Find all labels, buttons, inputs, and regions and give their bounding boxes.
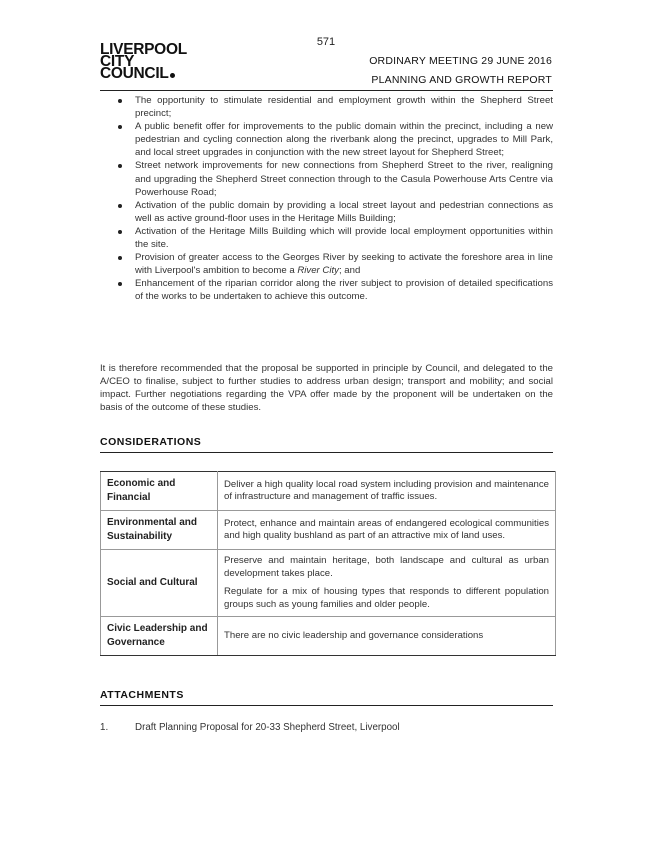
- header-divider: [100, 90, 553, 91]
- bullet-icon: [118, 230, 122, 234]
- bullet-icon: [118, 125, 122, 129]
- logo-line-3: COUNCIL: [100, 68, 210, 80]
- list-item: Enhancement of the riparian corridor along the river subject to provision of detailed specifications of the works to be undertaken to achieve this outcome.: [100, 277, 553, 303]
- logo-line-2: CITY: [100, 53, 135, 70]
- logo-dot-icon: [170, 73, 175, 78]
- considerations-heading: CONSIDERATIONS: [100, 436, 553, 453]
- page-number: 571: [316, 36, 336, 48]
- row-label: Civic Leadership and Governance: [101, 617, 218, 656]
- attachment-number: 1.: [100, 722, 109, 733]
- bullet-icon: [118, 204, 122, 208]
- table-row: [101, 511, 556, 550]
- table-row: [101, 472, 556, 511]
- attachment-item: [100, 722, 400, 733]
- row-description: Preserve and maintain heritage, both landscape and cultural as urban development takes place. Regulate for a mix of housing types that responds to different population groups such as young families and older people.: [218, 550, 556, 617]
- attachment-title: Draft Planning Proposal for 20-33 Shepherd Street, Liverpool: [135, 722, 400, 733]
- row-description: Deliver a high quality local road system including provision and maintenance of infrastructure and management of traffic issues.: [218, 472, 556, 511]
- list-item: Provision of greater access to the Georges River by seeking to activate the foreshore area in line with Liverpool's ambition to become a River City; and: [100, 251, 553, 277]
- logo-line-1: LIVERPOOL: [100, 41, 187, 58]
- meeting-title: ORDINARY MEETING 29 JUNE 2016: [369, 55, 552, 67]
- bullet-icon: [118, 256, 122, 260]
- proposal-benefits-list: [100, 94, 553, 304]
- list-item: Activation of the Heritage Mills Building which will provide local employment opportunities within the site.: [100, 225, 553, 251]
- table-row: [101, 617, 556, 656]
- row-label: Environmental and Sustainability: [101, 511, 218, 550]
- list-item: Street network improvements for new connections from Shepherd Street to the river, realigning and upgrading the Shepherd Street connection through to the Casula Powerhouse Arts Centre via Powerhouse Road;: [100, 159, 553, 198]
- row-description: There are no civic leadership and governance considerations: [218, 617, 556, 656]
- table-row: [101, 550, 556, 617]
- row-label: Social and Cultural: [101, 550, 218, 617]
- row-label: Economic and Financial: [101, 472, 218, 511]
- considerations-table: [100, 471, 556, 656]
- council-logo: [100, 41, 210, 82]
- river-city-emphasis: River City: [297, 265, 339, 277]
- list-item: The opportunity to stimulate residential and employment growth within the Shepherd Street precinct;: [100, 94, 553, 120]
- report-title: PLANNING AND GROWTH REPORT: [371, 74, 552, 86]
- bullet-icon: [118, 99, 122, 103]
- bullet-icon: [118, 282, 122, 286]
- recommendation-paragraph: It is therefore recommended that the proposal be supported in principle by Council, and delegated to the A/CEO to finalise, subject to further studies to address urban design; transport and mobility; and social impact. Further negotiations regarding the VPA offer made by the proponent will be undertaken on the basis of the outcome of these studies.: [100, 363, 553, 414]
- row-description: Protect, enhance and maintain areas of endangered ecological communities and high quality bushland as part of an attractive mix of land uses.: [218, 511, 556, 550]
- list-item: A public benefit offer for improvements to the public domain within the precinct, including a new pedestrian and cycling connection along the riverbank along the precinct, upgrades to Mill Park, and local street upgrades in conjunction with the new street layout for Shepherd Street;: [100, 120, 553, 159]
- attachments-heading: ATTACHMENTS: [100, 689, 553, 706]
- bullet-icon: [118, 164, 122, 168]
- list-item: Activation of the public domain by providing a local street layout and pedestrian connections as well as active ground-floor uses in the Heritage Mills Building;: [100, 199, 553, 225]
